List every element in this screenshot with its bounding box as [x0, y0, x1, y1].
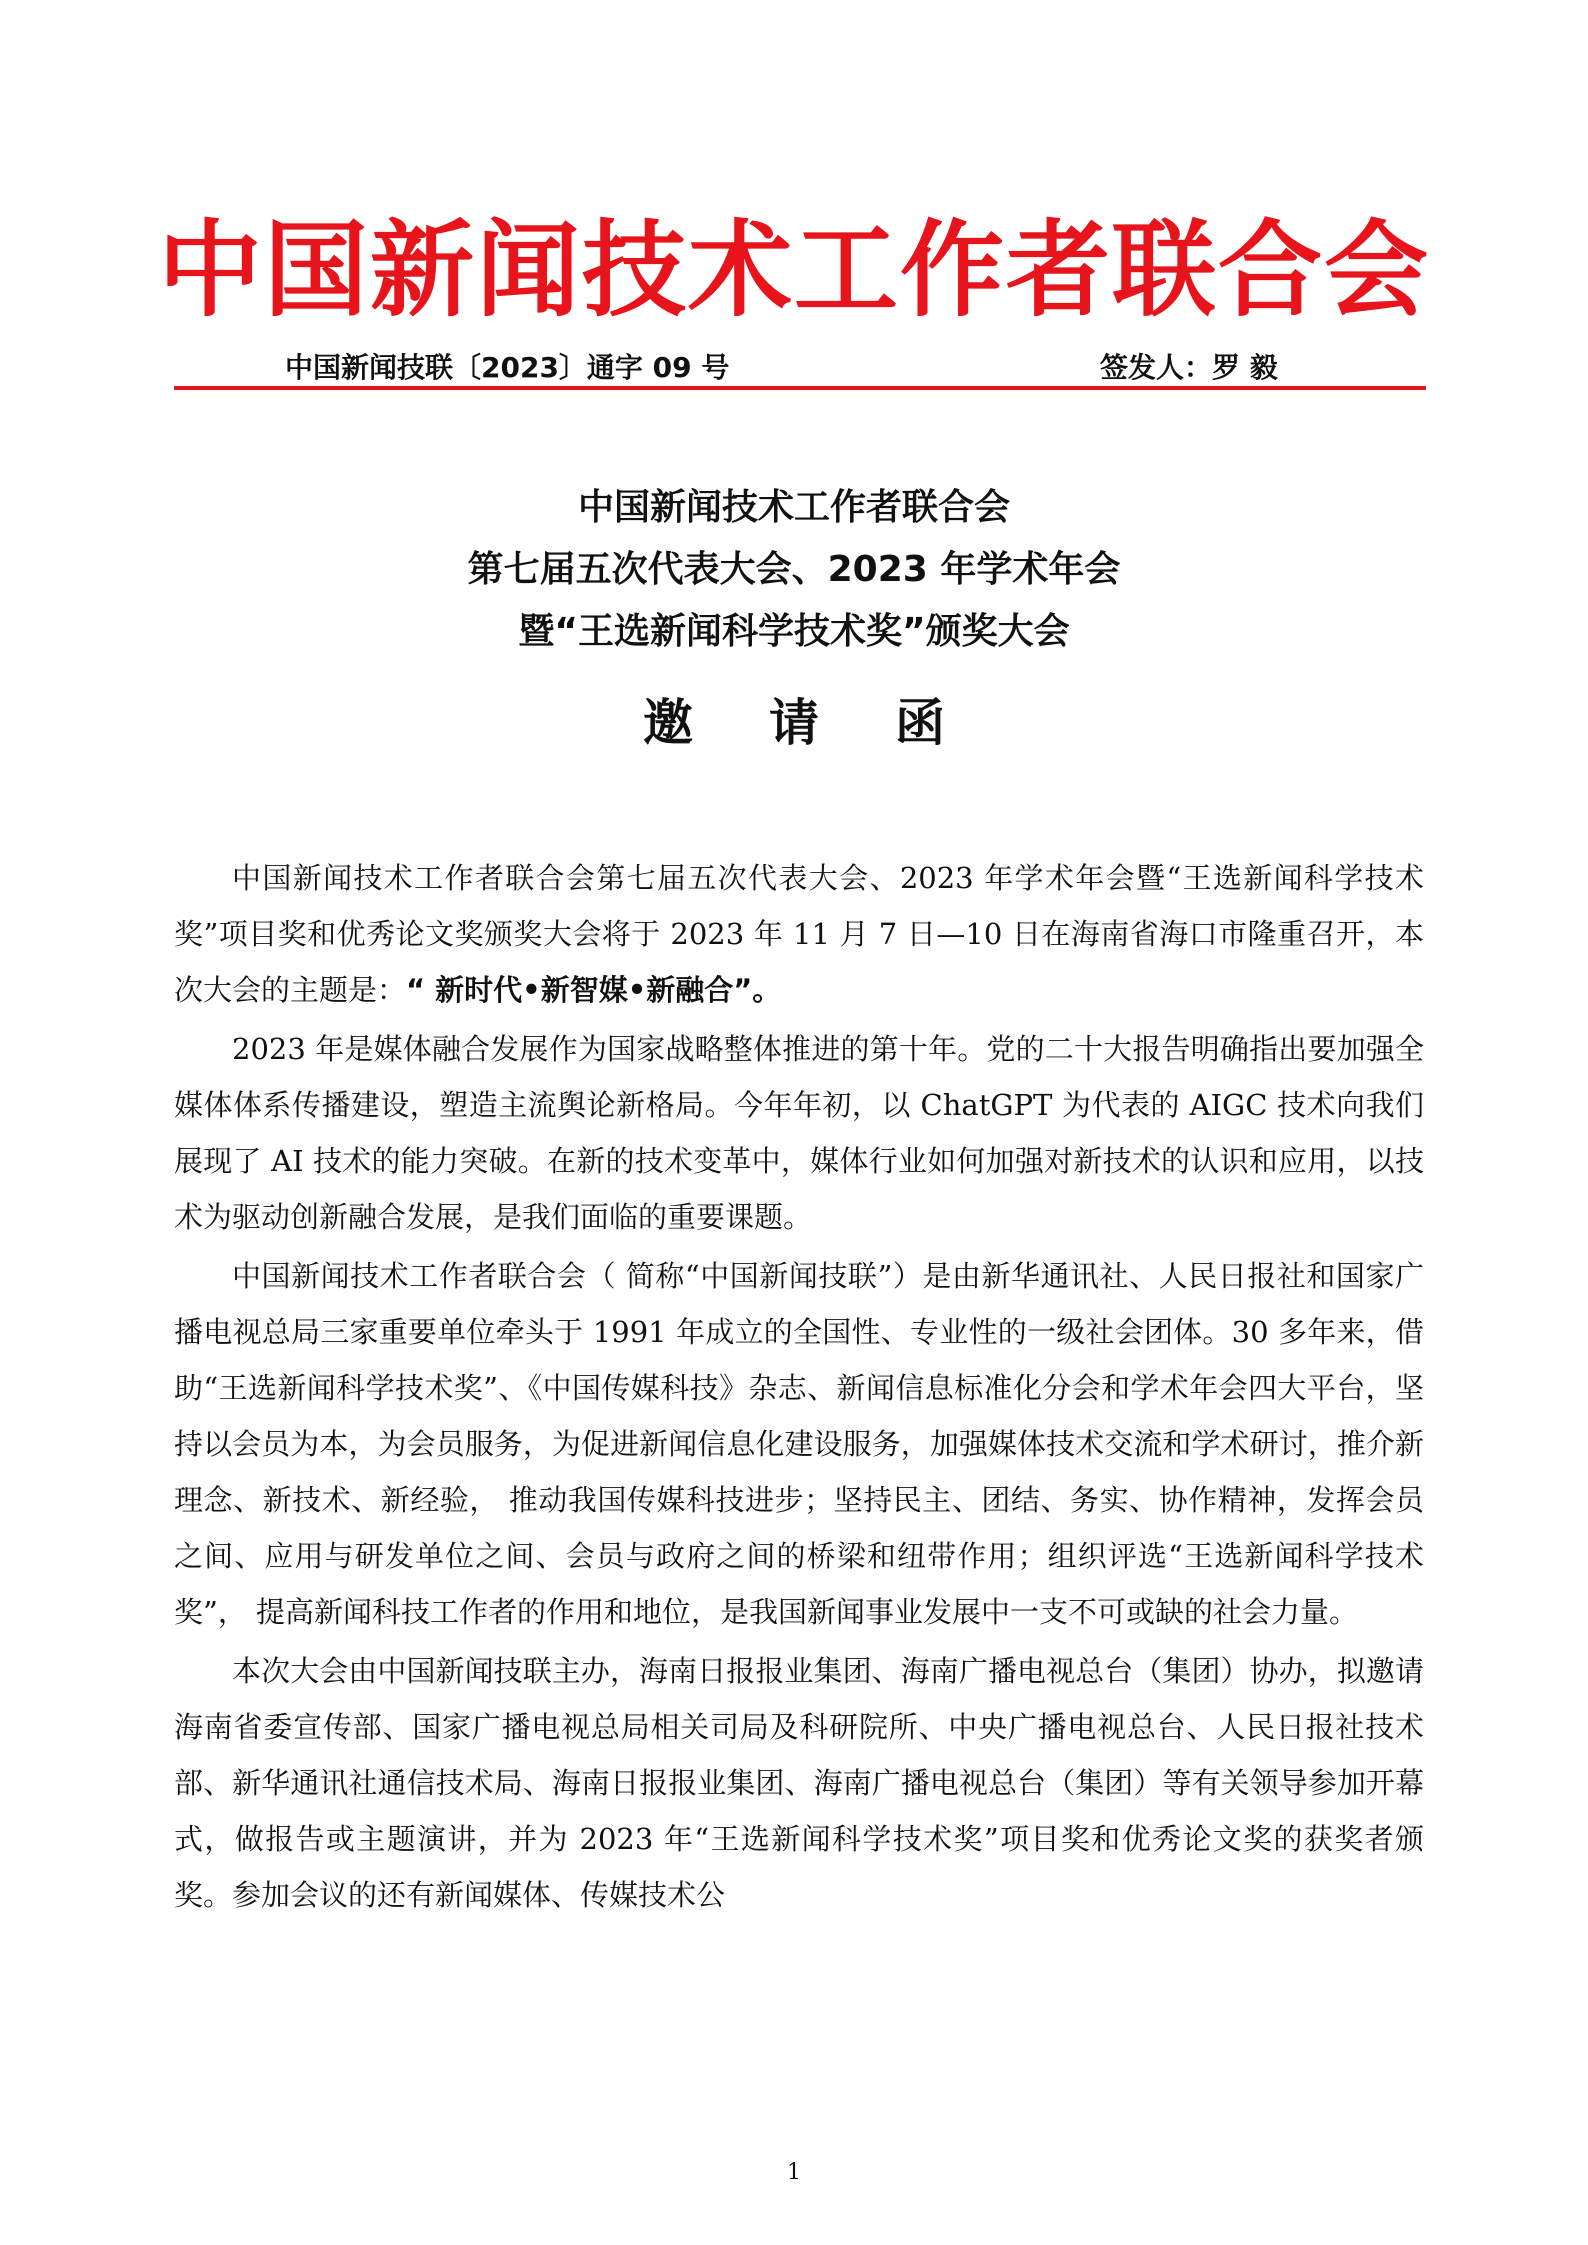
paragraph-1-text: 中国新闻技术工作者联合会第七届五次代表大会、2023 年学术年会暨“王选新闻科学技术奖”项目奖和优秀论文奖颁奖大会将于 2023 年 11 月 7 日—10 日在海南省海口市隆重召开，本次大会的主题是：: [174, 861, 1424, 1007]
letter-body: [174, 850, 1424, 1923]
letterhead-divider: [174, 386, 1426, 390]
paragraph-1: [174, 850, 1424, 1018]
document-number: 中国新闻技联〔2023〕通字 09 号: [285, 351, 730, 384]
page-number: 1: [787, 2160, 801, 2185]
paragraph-3: 中国新闻技术工作者联合会（ 简称“中国新闻技联”）是由新华通讯社、人民日报社和国家广播电视总局三家重要单位牵头于 1991 年成立的全国性、专业性的一级社会团体。30 多年来，借助“王选新闻科学技术奖”、《中国传媒科技》杂志、新闻信息标准化分会和学术年会四大平台，坚持以会员为本，为会员服务，为促进新闻信息化建设服务，加强媒体技术交流和学术研讨，推介新理念、新技术、新经验， 推动我国传媒科技进步；坚持民主、团结、务实、协作精神，发挥会员之间、应用与研发单位之间、会员与政府之间的桥梁和纽带作用；组织评选“王选新闻科学技术奖”， 提高新闻科技工作者的作用和地位，是我国新闻事业发展中一支不可或缺的社会力量。: [174, 1259, 1424, 1629]
paragraph-2: 2023 年是媒体融合发展作为国家战略整体推进的第十年。党的二十大报告明确指出要加强全媒体体系传播建设，塑造主流舆论新格局。今年年初，以 ChatGPT 为代表的 AIGC 技术向我们展现了 AI 技术的能力突破。在新的技术变革中，媒体行业如何加强对新技术的认识和应用，以技术为驱动创新融合发展，是我们面临的重要课题。: [174, 1032, 1424, 1234]
signer: 签发人：罗 毅: [1100, 351, 1278, 384]
heading-line-3: 暨“王选新闻科学技术奖”颁奖大会: [518, 611, 1070, 652]
letterhead-organization: 中国新闻技术工作者联合会: [157, 209, 1430, 331]
heading-line-2: 第七届五次代表大会、2023 年学术年会: [467, 549, 1121, 590]
letter-title: 邀请函: [643, 693, 1021, 752]
heading-line-1: 中国新闻技术工作者联合会: [577, 487, 1010, 528]
paragraph-4: 本次大会由中国新闻技联主办，海南日报报业集团、海南广播电视总台（集团）协办，拟邀请海南省委宣传部、国家广播电视总局相关司局及科研院所、中央广播电视总台、人民日报社技术部、新华通讯社通信技术局、海南日报报业集团、海南广播电视总台（集团）等有关领导参加开幕式，做报告或主题演讲，并为 2023 年“王选新闻科学技术奖”项目奖和优秀论文奖的获奖者颁奖。参加会议的还有新闻媒体、传媒技术公: [174, 1654, 1424, 1912]
conference-theme: “ 新时代•新智媒•新融合”。: [406, 973, 782, 1007]
